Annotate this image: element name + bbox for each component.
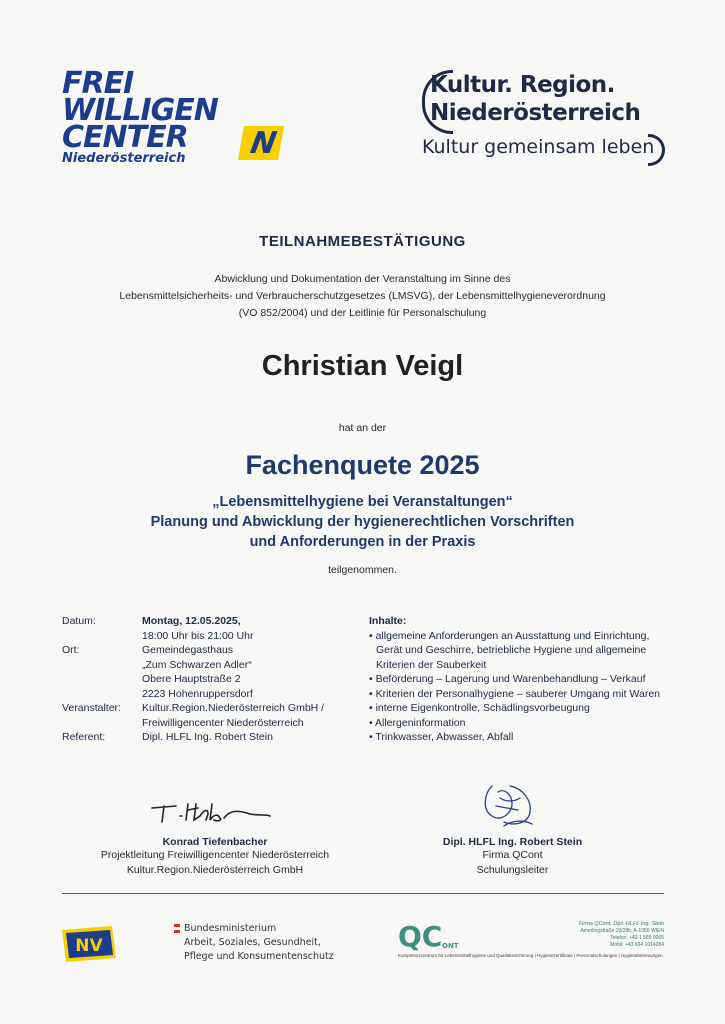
inhalte-title: Inhalte:	[369, 615, 407, 627]
ministry-line: Arbeit, Soziales, Gesundheit,	[184, 937, 321, 948]
ort-line: Obere Hauptstraße 2	[142, 673, 241, 685]
list-item: • Trinkwasser, Abwasser, Abfall	[369, 731, 514, 743]
handwritten-signature	[400, 780, 625, 832]
signature-block-stein	[400, 780, 625, 878]
hat-an-der: hat an der	[338, 422, 387, 434]
list-item: • Beförderung – Lagerung und Warenbehandlung – Verkauf	[369, 673, 646, 685]
ministry-line: Bundesministerium	[184, 923, 277, 934]
datum-value: Montag, 12.05.2025,	[142, 615, 241, 627]
handwritten-signature	[90, 780, 340, 832]
signer-name: Konrad Tiefenbacher	[162, 836, 268, 848]
qcont-address	[560, 921, 664, 949]
qcont-logo	[398, 920, 468, 952]
intro-text: Abwicklung und Dokumentation der Veranstaltung im Sinne des Lebensmittelsicherheits- und Verbraucherschutzgesetzes (LMSVG), der Lebensmittelhygieneverordnung (VO 852/2004) und der Leitlinie für Personalschulung	[119, 273, 606, 319]
logo-line1: FREI	[62, 66, 134, 101]
ort-line: „Zum Schwarzen Adler“	[142, 658, 252, 671]
event-title: Fachenquete 2025	[245, 450, 480, 480]
signer-role: Schulungsleiter	[476, 864, 549, 876]
krn-line2: Niederösterreich	[430, 100, 641, 126]
veranstalter-label: Veranstalter:	[62, 702, 121, 714]
n-badge: N	[238, 126, 284, 160]
signer-name: Dipl. HLFL Ing. Robert Stein	[442, 836, 583, 848]
qcont-tagline: Kompetenzzentrum für Lebensmittelhygiene und Qualitätssicherung | Hygienezertifikate | Personalschulungen | Hygienebetreuungen	[398, 953, 663, 958]
ministry-logo	[178, 922, 334, 964]
list-item: • Kriterien der Personalhygiene – sauberer Umgang mit Waren	[369, 687, 661, 700]
time-value: 18:00 Uhr bis 21:00 Uhr	[142, 629, 254, 642]
referent-value: Dipl. HLFL Ing. Robert Stein	[142, 731, 273, 743]
footer-divider	[62, 893, 664, 894]
signer-role: Projektleitung Freiwilligencenter Niederösterreich	[100, 849, 330, 861]
certificate-heading: TEILNAHMEBESTÄTIGUNG	[259, 233, 466, 250]
veranstalter-line: Freiwilligencenter Niederösterreich	[142, 716, 304, 729]
logo-sub: Niederösterreich	[62, 151, 186, 166]
list-item: • interne Eigenkontrolle, Schädlingsvorbeugung	[369, 702, 590, 714]
ministry-line: Pflege und Konsumentenschutz	[184, 951, 334, 962]
teilgenommen: teilgenommen.	[328, 564, 397, 576]
svg-text:NV: NV	[75, 936, 103, 956]
signer-role: Kultur.Region.Niederösterreich GmbH	[126, 864, 304, 876]
signature-block-tiefenbacher	[90, 780, 340, 878]
logo-line2: WILLIGEN	[62, 93, 218, 128]
event-details	[62, 614, 362, 745]
qcont-address-line: Telefon: +43 1 585 9005	[610, 935, 664, 941]
svg-text:QC: QC	[398, 920, 443, 952]
inhalte-list	[369, 614, 669, 745]
signer-role: Firma QCont	[482, 849, 543, 861]
svg-text:ONT: ONT	[442, 942, 459, 950]
list-item: • Allergeninformation	[369, 716, 466, 729]
qcont-firm: Firma QCont, Dipl. HLFL Ing. Stein	[578, 921, 664, 927]
kultur-region-logo	[422, 70, 672, 170]
qcont-address-line: Amerlingstraße 19/28b, A-1060 WIEN	[580, 928, 664, 934]
datum-label: Datum:	[62, 615, 96, 627]
event-subtitle: „Lebensmittelhygiene bei Veranstaltungen“ Planung und Abwicklung der hygienerechtlichen Vorschriften und Anforderungen in der Praxis	[150, 494, 575, 550]
ort-line: Gemeindegasthaus	[142, 644, 234, 656]
qcont-address-line: Mobil: +43 664 1014284	[610, 942, 664, 948]
list-item: • allgemeine Anforderungen an Ausstattung und Einrichtung, Gerät und Geschirre, betriebliche Hygiene und allgemeine Kriterien der Sauberkeit	[369, 629, 650, 671]
ort-label: Ort:	[62, 644, 80, 656]
nv-logo	[62, 926, 116, 962]
krn-line1: Kultur. Region.	[430, 72, 615, 98]
logo-line3: CENTER	[62, 120, 188, 155]
freiwilligencenter-logo	[62, 66, 280, 170]
veranstalter-line: Kultur.Region.Niederösterreich GmbH /	[142, 702, 325, 714]
krn-tagline: Kultur gemeinsam leben	[422, 136, 655, 158]
referent-label: Referent:	[62, 731, 106, 743]
austria-flag-icon	[174, 924, 180, 933]
participant-name: Christian Veigl	[261, 350, 464, 382]
ort-line: 2223 Hohenruppersdorf	[142, 687, 253, 700]
